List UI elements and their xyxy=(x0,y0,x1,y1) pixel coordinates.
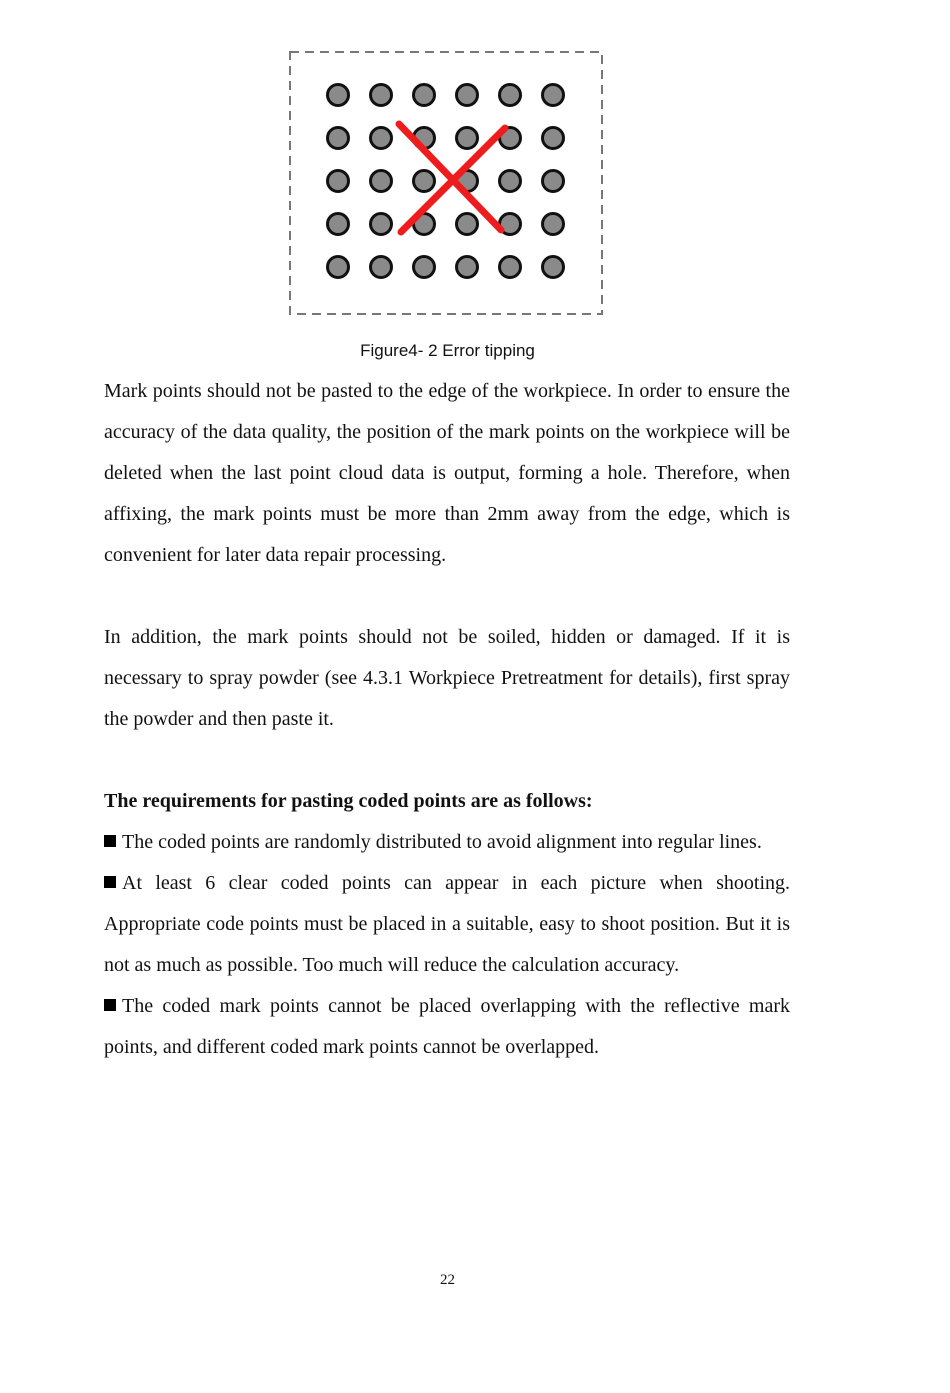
mark-point-dot xyxy=(500,171,521,192)
mark-point-dot xyxy=(457,257,478,278)
figure-illustration xyxy=(289,51,603,315)
mark-point-dot xyxy=(371,85,392,106)
requirement-item xyxy=(104,986,790,1068)
mark-point-dot xyxy=(414,85,435,106)
mark-point-dot xyxy=(371,128,392,149)
mark-point-dot xyxy=(457,128,478,149)
mark-point-dot xyxy=(414,171,435,192)
mark-point-dot xyxy=(543,171,564,192)
requirement-text: The coded mark points cannot be placed overlapping with the reflective mark points, and different coded mark points cannot be overlapped. xyxy=(104,995,790,1058)
square-bullet-icon xyxy=(104,999,116,1011)
mark-point-dot xyxy=(543,257,564,278)
mark-point-dot xyxy=(328,128,349,149)
square-bullet-icon xyxy=(104,876,116,888)
requirements-heading: The requirements for pasting coded points are as follows: xyxy=(104,790,593,812)
requirement-item xyxy=(104,822,790,863)
mark-point-dot xyxy=(500,257,521,278)
mark-point-dot xyxy=(328,171,349,192)
requirement-text: The coded points are randomly distributed to avoid alignment into regular lines. xyxy=(122,831,762,853)
requirement-item xyxy=(104,863,790,986)
mark-point-dot xyxy=(500,85,521,106)
mark-point-dot xyxy=(543,85,564,106)
mark-point-dot xyxy=(543,128,564,149)
square-bullet-icon xyxy=(104,835,116,847)
paragraph-soiling xyxy=(104,617,790,740)
page-number: 22 xyxy=(440,1272,455,1288)
requirement-text: At least 6 clear coded points can appear in each picture when shooting. Appropriate code points must be placed in a suitable, easy to shoot position. But it is not as much as possible. Too much will reduce the calculation accuracy. xyxy=(104,872,790,976)
figure-caption: Figure4- 2 Error tipping xyxy=(360,341,535,360)
paragraph-text: In addition, the mark points should not be soiled, hidden or damaged. If it is necessary to spray powder (see 4.3.1 Workpiece Pretreatment for details), first spray the powder and then paste it. xyxy=(104,626,790,730)
mark-point-dot xyxy=(328,214,349,235)
dot-grid xyxy=(328,85,564,278)
requirements-section xyxy=(104,781,790,1068)
mark-point-dot xyxy=(414,257,435,278)
mark-point-dot xyxy=(371,214,392,235)
paragraph-text: Mark points should not be pasted to the edge of the workpiece. In order to ensure the accuracy of the data quality, the position of the mark points on the workpiece will be deleted when the last point cloud data is output, forming a hole. Therefore, when affixing, the mark points must be more than 2mm away from the edge, which is convenient for later data repair processing. xyxy=(104,380,790,566)
mark-point-dot xyxy=(328,85,349,106)
mark-point-dot xyxy=(371,171,392,192)
mark-point-dot xyxy=(457,214,478,235)
mark-point-dot xyxy=(371,257,392,278)
mark-point-dot xyxy=(543,214,564,235)
mark-point-dot xyxy=(328,257,349,278)
paragraph-edge-placement xyxy=(104,371,790,576)
figure-error-tipping xyxy=(289,51,603,315)
mark-point-dot xyxy=(457,85,478,106)
